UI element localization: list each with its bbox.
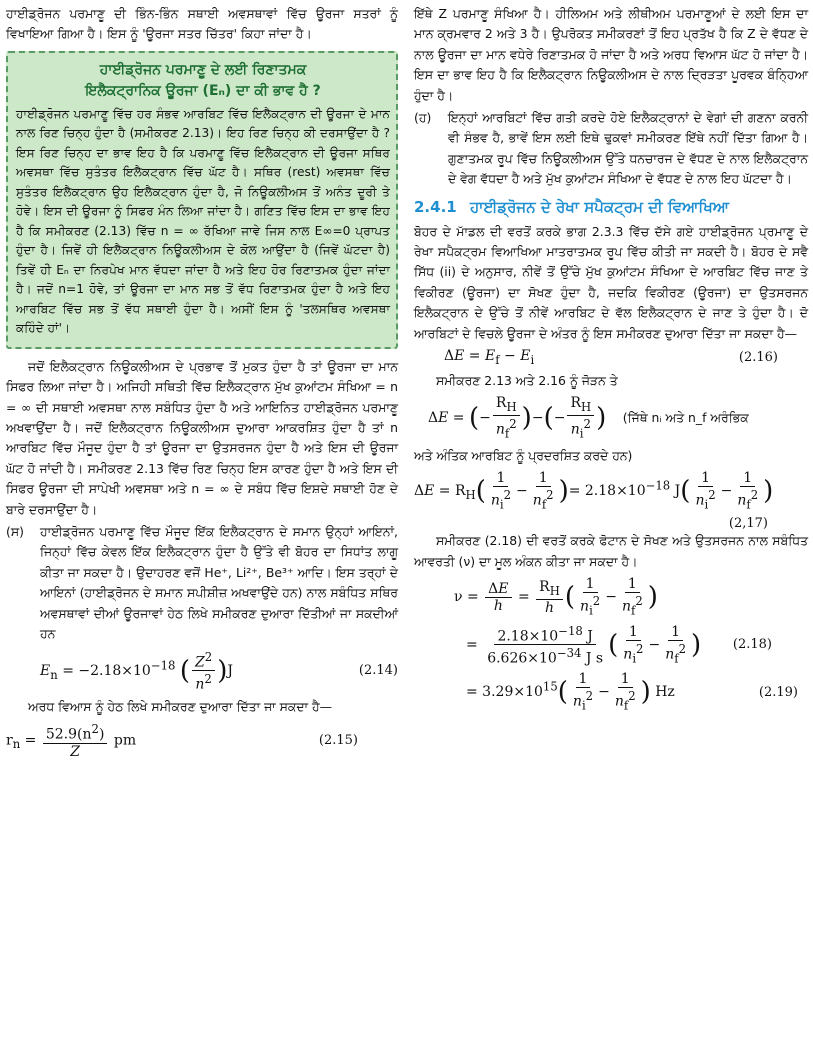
equation-2-18: = $\frac{2.18\times 10^{-18} J}{6.626\times 10^{-34} J s}$ ( $\frac{1}{n_i^2}$ − $\frac{1}{n_f^2}$ ) (2.18) bbox=[466, 623, 772, 667]
list-marker-sa: (ਸ) bbox=[6, 524, 24, 540]
paragraph-combine: ਸਮੀਕਰਣ 2.13 ਅਤੇ 2.16 ਨੂੰ ਜੋੜਨ ਤੇ bbox=[436, 372, 618, 388]
list-item-ha bbox=[414, 108, 808, 190]
list-marker-ha: (ਹ) bbox=[414, 110, 432, 126]
intro-paragraph: ਹਾਈਡ੍ਰੋਜਨ ਪਰਮਾਣੂ ਦੀ ਭਿੰਨ-ਭਿੰਨ ਸਥਾਈ ਅਵਸਥਾਵਾਂ ਵਿੱਚ ਊਰਜਾ ਸਤਰਾਂ ਨੂੰ ਵਿਖਾਇਆ ਗਿਆ ਹੈ। ਇਸ ਨੂੰ 'ਊਰਜਾ ਸਤਰ ਚਿੱਤਰ' ਕਿਹਾ ਜਾਂਦਾ ਹੈ। bbox=[6, 6, 398, 42]
info-box-title-line1: ਹਾਈਡ੍ਰੋਜਨ ਪਰਮਾਣੂ ਦੇ ਲਈ ਰਿਣਾਤਮਕ bbox=[99, 61, 307, 78]
equation-2-15: $r_n$ = $\frac{52.9(n^2)}{Z}$ pm (2.15) bbox=[6, 722, 358, 760]
info-box-title-line2: ਇਲੈਕਟ੍ਰਾਨਿਕ ਊਰਜਾ (Eₙ) ਦਾ ਕੀ ਭਾਵ ਹੈ ? bbox=[85, 82, 321, 99]
section-title: ਹਾਈਡ੍ਰੋਜਨ ਦੇ ਰੇਖਾ ਸਪੈਕਟ੍ਰਮ ਦੀ ਵਿਆਖਿਆ bbox=[469, 197, 730, 216]
paragraph-frequency: ਸਮੀਕਰਣ (2.18) ਦੀ ਵਰਤੋਂ ਕਰਕੇ ਫੋਟਾਨ ਦੇ ਸੋਖਣ ਅਤੇ ਉਤਸਰਜਨ ਨਾਲ ਸਬੰਧਿਤ ਆਵਰਤੀ (ν) ਦਾ ਮੂਲ ਅੰਕਨ ਕੀਤਾ ਜਾ ਸਕਦਾ ਹੈ। bbox=[414, 533, 808, 569]
list-text-sa: ਹਾਈਡ੍ਰੋਜਨ ਪਰਮਾਣੂ ਵਿੱਚ ਮੌਜੂਦ ਇੱਕ ਇਲੈਕਟ੍ਰਾਨ ਦੇ ਸਮਾਨ ਉਨ੍ਹਾਂ ਆਇਨਾਂ, ਜਿਨ੍ਹਾਂ ਵਿੱਚ ਕੇਵਲ ਇੱਕ ਇਲੈਕਟ੍ਰਾਨ ਹੁੰਦਾ ਹੈ ਉੱਤੇ ਵੀ ਬੋਹਰ ਦਾ ਸਿਧਾਂਤ ਲਾਗੂ ਕੀਤਾ ਜਾ ਸਕਦਾ ਹੈ। ਉਦਾਹਰਣ ਵਜੋਂ He⁺, Li²⁺, Be³⁺ ਆਦਿ। ਇਸ ਤਰ੍ਹਾਂ ਦੇ ਆਇਨਾਂ (ਹਾਈਡ੍ਰੋਜਨ ਦੇ ਸਮਾਨ ਸਪੀਸ਼ੀਜ਼ ਅਖਵਾਉਂਦੇ ਹਨ) ਨਾਲ ਸਬੰਧਿਤ ਸਥਿਰ ਅਵਸਥਾਵਾਂ ਦੀਆਂ ਊਰਜਾਵਾਂ ਹੇਠ ਲਿਖੇ ਸਮੀਕਰਣ ਦੁਆਰਾ ਦਿੱਤੀਆਂ ਜਾ ਸਕਦੀਆਂ ਹਨ bbox=[40, 524, 398, 642]
equation-number-2-15: (2.15) bbox=[318, 733, 358, 749]
section-heading bbox=[414, 196, 808, 218]
right-column bbox=[414, 4, 808, 717]
equation-delta-e: ΔE = (− $\frac{R_H}{n_f^2}$ )−(− $\frac{R_H}{n_i^2}$ ) (ਜਿੱਥੇ nᵢ ਅਤੇ n_f ਅਰੰਭਿਕ bbox=[428, 395, 749, 441]
list-text-ha: ਇਨ੍ਹਾਂ ਆਰਬਿਟਾਂ ਵਿੱਚ ਗਤੀ ਕਰਦੇ ਹੋਏ ਇਲੈਕਟ੍ਰਾਨਾਂ ਦੇ ਵੇਗਾਂ ਦੀ ਗਣਨਾ ਕਰਨੀ ਵੀ ਸੰਭਵ ਹੈ, ਭਾਵੇਂ ਇਸ ਲਈ ਇਥੇ ਢੁਕਵਾਂ ਸਮੀਕਰਣ ਇੱਥੇ ਨਹੀਂ ਦਿੱਤਾ ਗਿਆ ਹੈ। ਗੁਣਾਤਮਕ ਰੂਪ ਵਿੱਚ ਨਿਊਕਲੀਅਸ ਉੱਤੇ ਧਨਚਾਰਜ ਦੇ ਵੱਧਣ ਦੇ ਨਾਲ ਇਲੈਕਟ੍ਰਾਨ ਦੇ ਵੇਗ ਵੱਧਦਾ ਹੈ ਅਤੇ ਮੁੱਖ ਕੁਆਂਟਮ ਸੰਖਿਆ ਦੇ ਵੱਧਣ ਦੇ ਨਾਲ ਇਹ ਘੱਟਦਾ ਹੈ। bbox=[448, 110, 808, 187]
equation-2-14: $E_n = -2.18\times 10^{-18}$ ( $\frac{Z^2}{n^2}$ )J (2.14) bbox=[40, 649, 398, 693]
left-column bbox=[6, 4, 398, 764]
equation-2-19: = $3.29\times 10^{15}$( $\frac{1}{n_i^2}$ − $\frac{1}{n_f^2}$ ) Hz (2.19) bbox=[466, 670, 798, 713]
equation-nu: ν = $\frac{\Delta E}{h}$ = $\frac{R_H}{h}$ ( $\frac{1}{n_i^2}$ − $\frac{1}{n_f^2}$ ) bbox=[454, 576, 658, 618]
paragraph-free-electron: ਜਦੋਂ ਇਲੈਕਟ੍ਰਾਨ ਨਿਊਕਲੀਅਸ ਦੇ ਪ੍ਰਭਾਵ ਤੋਂ ਮੁਕਤ ਹੁੰਦਾ ਹੈ ਤਾਂ ਊਰਜਾ ਦਾ ਮਾਨ ਸਿਫਰ ਲਿਆ ਜਾਂਦਾ ਹੈ। ਅਜਿਹੀ ਸਥਿਤੀ ਵਿੱਚ ਇਲੈਕਟ੍ਰਾਨ ਮੁੱਖ ਕੁਆਂਟਮ ਸੰਖਿਆ = n = ∞ ਦੀ ਸਥਾਈ ਅਵਸਥਾ ਨਾਲ ਸਬੰਧਿਤ ਹੁੰਦਾ ਹੈ ਅਤੇ ਆਇਨਿਤ ਹਾਈਡ੍ਰੋਜਨ ਪਰਮਾਣੂ ਅਖਵਾਉਂਦਾ ਹੈ। ਜਦੋਂ ਇਲੈਕਟ੍ਰਾਨ ਨਿਊਕਲੀਅਸ ਦੁਆਰਾ ਆਕਰਸ਼ਿਤ ਹੁੰਦਾ ਹੈ ਤਾਂ n ਆਰਬਿਟ ਵਿੱਚ ਮੌਜੂਦ ਹੁੰਦਾ ਹੈ ਤਾਂ ਊਰਜਾ ਦਾ ਉਤਸਰਜਨ ਹੁੰਦਾ ਹੈ ਅਤੇ ਇਸ ਦੀ ਊਰਜਾ ਘੱਟ ਹੋ ਜਾਂਦੀ ਹੈ। ਸਮੀਕਰਣ 2.13 ਵਿੱਚ ਰਿਣ ਚਿਨ੍ਹ ਇਸ ਕਾਰਣ ਹੁੰਦਾ ਹੈ ਅਤੇ ਇਸ ਦੀ ਸਿਫਰ ਊਰਜਾ ਦੀ ਸਾਪੇਖੀ ਅਵਸਥਾ ਅਤੇ n = ∞ ਦੇ ਸਬੰਧ ਵਿੱਚ ਇਸ਼ਦੇ ਸਥਾਈ ਹੋਣ ਦੇ ਬਾਰੇ ਦਰਸਾਉਂਦਾ ਹੈ। bbox=[6, 358, 398, 517]
equation-number-2-16: (2.16) bbox=[738, 349, 778, 365]
equation-number-2-14: (2.14) bbox=[358, 663, 398, 679]
note-initial-orbit: (ਜਿੱਥੇ nᵢ ਅਤੇ n_f ਅਰੰਭਿਕ bbox=[622, 410, 749, 426]
equation-2-16: $\Delta E = E_f - E_i$ (2.16) bbox=[444, 348, 778, 367]
paragraph-final-orbit: ਅਤੇ ਅੰਤਿਕ ਆਰਬਿਟ ਨੂੰ ਪ੍ਰਦਰਸ਼ਿਤ ਕਰਦੇ ਹਨ) bbox=[414, 447, 633, 463]
paragraph-bohr: ਬੋਹਰ ਦੇ ਮਾੱਡਲ ਦੀ ਵਰਤੋਂ ਕਰਕੇ ਭਾਗ 2.3.3 ਵਿੱਚ ਦੱਸੇ ਗਏ ਹਾਈਡ੍ਰੋਜਨ ਪ੍ਰਮਾਣੂ ਦੇ ਰੇਖਾ ਸਪੈਕਟ੍ਰਮ ਵਿਆਖਿਆ ਮਾਤਰਾਤਮਕ ਰੂਪ ਵਿੱਚ ਕੀਤੀ ਜਾ ਸਕਦੀ ਹੈ। ਬੋਹਰ ਦੇ ਸਵੈ ਸਿੱਧ (ii) ਦੇ ਅਨੁਸਾਰ, ਨੀਵੇਂ ਤੋਂ ਉੱਚੇ ਮੁੱਖ ਕੁਆਂਟਮ ਸੰਖਿਆ ਦੇ ਆਰਬਿਟ ਵਿੱਚ ਜਾਣ ਤੇ ਵਿਕੀਰਣ (ਊਰਜਾ) ਦਾ ਸੋਖਣ ਹੁੰਦਾ ਹੈ, ਜਦਕਿ ਵਿਕੀਰਣ (ਊਰਜਾ) ਦਾ ਉਤਸਰਜਨ ਇਲੈਕਟ੍ਰਾਨ ਦੇ ਉੱਚੇ ਤੋਂ ਨੀਵੇਂ ਆਰਬਿਟ ਦੇ ਵੱਲ ਇਲੈਕਟ੍ਰਾਨ ਦੇ ਜਾਣ ਤੇ ਹੁੰਦਾ ਹੈ। ਦੋ ਆਰਬਿਟਾਂ ਦੇ ਵਿਚਲੇ ਊਰਜਾ ਦੇ ਅੰਤਰ ਨੂੰ ਇਸ ਸਮੀਕਰਣ ਦੁਆਰਾ ਦਿੱਤਾ ਜਾ ਸਕਦਾ ਹੈ— bbox=[414, 223, 808, 341]
paragraph-atomic-number: ਇੱਥੇ Z ਪਰਮਾਣੂ ਸੰਖਿਆ ਹੈ। ਹੀਲਿਅਮ ਅਤੇ ਲੀਥੀਅਮ ਪਰਮਾਣੂਆਂ ਦੇ ਲਈ ਇਸ ਦਾ ਮਾਨ ਕ੍ਰਮਵਾਰ 2 ਅਤੇ 3 ਹੈ। ਉਪਰੋਕਤ ਸਮੀਕਰਣਾਂ ਤੋਂ ਇਹ ਪ੍ਰਤੱਖ ਹੈ ਕਿ Z ਦੇ ਵੱਧਣ ਦੇ ਨਾਲ ਊਰਜਾ ਦਾ ਮਾਨ ਵਧੇਰੇ ਰਿਣਾਤਮਕ ਹੋ ਜਾਂਦਾ ਹੈ ਅਤੇ ਅਰਧ ਵਿਆਸ ਘੱਟ ਹੋ ਜਾਂਦਾ ਹੈ। ਇਸ ਦਾ ਭਾਵ ਇਹ ਹੈ ਕਿ ਇਲੈਕਟ੍ਰਾਨ ਨਿਊਕਲੀਅਸ ਦੇ ਨਾਲ ਦ੍ਰਿੜਤਾ ਪੂਰਵਕ ਬੰਨ੍ਹਿਆ ਹੁੰਦਾ ਹੈ। bbox=[414, 6, 808, 103]
equation-2-17: $\Delta E = R_H$( $\frac{1}{n_i^2}$ − $\frac{1}{n_f^2}$ )= $2.18\times 10^{-18}$ J( $\frac{1}{n_i^2}$ − $\frac{1}{n_f^2}$ ) bbox=[414, 469, 774, 512]
equation-number-2-18: (2.18) bbox=[732, 637, 772, 653]
info-box-title bbox=[16, 60, 390, 102]
list-item-sa bbox=[6, 522, 398, 697]
info-box bbox=[6, 51, 398, 349]
section-number: 2.4.1 bbox=[414, 197, 457, 216]
paragraph-radius: ਅਰਧ ਵਿਆਸ ਨੂੰ ਹੇਠ ਲਿਖੇ ਸਮੀਕਰਣ ਦੁਆਰਾ ਦਿੱਤਾ ਜਾ ਸਕਦਾ ਹੈ— bbox=[28, 698, 333, 714]
equation-number-2-17: (2,17) bbox=[728, 516, 768, 532]
equation-number-2-19: (2.19) bbox=[758, 684, 798, 700]
info-box-body: ਹਾਈਡ੍ਰੋਜਨ ਪਰਮਾਣੂ ਵਿੱਚ ਹਰ ਸੰਭਵ ਆਰਬਿਟ ਵਿੱਚ ਇਲੈਕਟ੍ਰਾਨ ਦੀ ਊਰਜਾ ਦੇ ਮਾਨ ਨਾਲ ਰਿਣ ਚਿਨ੍ਹ ਹੁੰਦਾ ਹੈ (ਸਮੀਕਰਣ 2.13)। ਇਹ ਰਿਣ ਚਿਨ੍ਹ ਕੀ ਦਰਸਾਉਂਦਾ ਹੈ ? ਇਸ ਰਿਣ ਚਿਨ੍ਹ ਦਾ ਭਾਵ ਇਹ ਹੈ ਕਿ ਪਰਮਾਣੂ ਵਿੱਚ ਇਲੈਕਟ੍ਰਾਨ ਦੀ ਊਰਜਾ ਸਥਿਰ ਅਵਸਥਾ ਵਿੱਚ ਸੁਤੰਤਰ ਇਲੈਕਟ੍ਰਾਨ ਵਿੱਚ ਘੱਟ ਹੈ। ਸਥਿਰ (rest) ਅਵਸਥਾ ਵਿੱਚ ਸੁਤੰਤਰ ਇਲੈਕਟ੍ਰਾਨ ਉਹ ਇਲੈਕਟ੍ਰਾਨ ਹੁੰਦਾ ਹੈ, ਜੋ ਨਿਊਕਲੀਅਸ ਤੋਂ ਅਨੰਤ ਦੂਰੀ ਤੇ ਹੋਵੇ। ਇਸ ਦੀ ਊਰਜਾ ਨੂੰ ਸਿਫਰ ਮੰਨ ਲਿਆ ਜਾਂਦਾ ਹੈ। ਗਣਿਤ ਵਿੱਚ ਇਸ ਦਾ ਭਾਵ ਇਹ ਹੈ ਕਿ ਸਮੀਕਰਣ (2.13) ਵਿੱਚ n = ∞ ਰੱਖਿਆ ਜਾਵੇ ਜਿਸ ਨਾਲ E∞=0 ਪ੍ਰਾਪਤ ਹੁੰਦਾ ਹੈ। ਜਿਵੇਂ ਹੀ ਇਲੈਕਟ੍ਰਾਨ ਨਿਊਕਲੀਅਸ ਦੇ ਕੋਲ ਆਉਂਦਾ ਹੈ (ਜਿਵੇਂ ਘੱਟਦਾ ਹੈ) ਤਿਵੇਂ ਹੀ Eₙ ਦਾ ਨਿਰਪੇਖ ਮਾਨ ਵੱਧਦਾ ਜਾਂਦਾ ਹੈ ਅਤੇ ਇਹ ਹੋਰ ਰਿਣਾਤਮਕ ਹੁੰਦਾ ਜਾਂਦਾ ਹੈ। ਜਦੋਂ n=1 ਹੋਵੇ, ਤਾਂ ਊਰਜਾ ਦਾ ਮਾਨ ਸਭ ਤੋਂ ਵੱਧ ਰਿਣਾਤਮਕ ਹੁੰਦਾ ਹੈ ਅਤੇ ਇਹ ਆਰਬਿਟ ਵਿੱਚ ਸਭ ਤੋਂ ਵੱਧ ਸਥਾਈ ਹੁੰਦਾ ਹੈ। ਅਸੀਂ ਇਸ ਨੂੰ 'ਤਲਸਥਿਰ ਅਵਸਥਾ ਕਹਿੰਦੇ ਹਾਂ'। bbox=[16, 106, 390, 336]
